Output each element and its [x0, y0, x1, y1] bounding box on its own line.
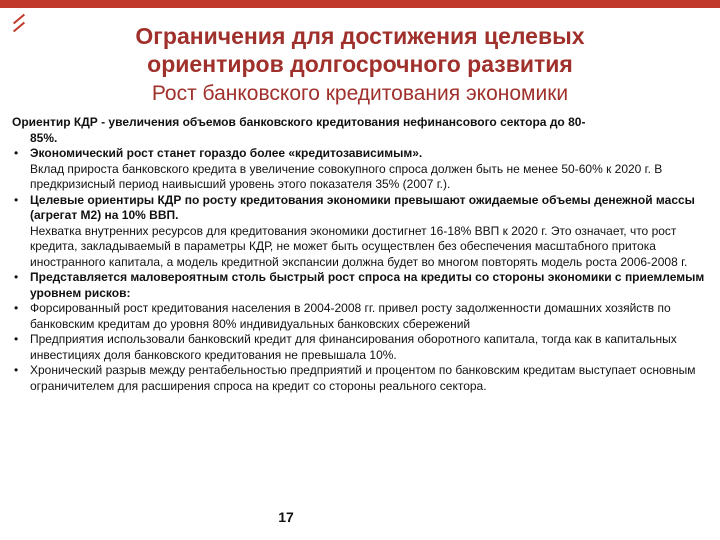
slide-subtitle: Рост банковского кредитования экономики — [151, 82, 569, 105]
list-item-text: Вклад прироста банковского кредита в увеличение совокупного спроса должен быть не менее 50-60% к 2020 г. В предкризисный период наивысший уровень этого показателя 35% (2007 г.). — [30, 161, 663, 191]
lead-line-2: 85%. — [30, 130, 58, 145]
slide-title-line-1: Ограничения для достижения целевых — [135, 23, 585, 49]
list-item-text: Форсированный рост кредитования населения в 2004-2008 гг. привел росту задолженности домашних хозяйств по банковским кредитам до уровня 80% индивидуальных банковских сбережений — [30, 301, 671, 331]
top-accent-bar — [0, 0, 720, 8]
corner-decoration — [12, 18, 42, 94]
bullet-icon: • — [14, 192, 19, 207]
list-item — [12, 146, 712, 193]
page-number: 17 — [278, 509, 294, 525]
lead-line-1: Ориентир КДР - увеличения объемов банковского кредитования нефинансового сектора до 80- — [12, 115, 586, 129]
bullet-icon: • — [14, 270, 19, 284]
list-item — [12, 363, 712, 394]
list-item-text: Предприятия использовали банковский кредит для финансирования оборотного капитала, тогда как в капитальных инвестициях доля банковского кредитования не превышала 10%. — [30, 332, 677, 362]
list-item-bold: Целевые ориентиры КДР по росту кредитования экономики превышают ожидаемые объемы денежной массы (агрегат М2) на 10% ВВП. — [30, 192, 695, 222]
list-item-text: Нехватка внутренних ресурсов для кредитования экономики достигнет 16-18% ВВП к 2020 г. Это означает, что рост кредита, закладываемый в параметры КДР, не может быть осуществлен без обеспечения масштабного притока иностранного капитала, а модель кредитной экспансии должна будет во многом повторять модель роста 2006-2008 г. — [30, 223, 688, 269]
lead-paragraph — [12, 115, 712, 146]
bullet-icon: • — [14, 332, 19, 346]
list-item — [12, 332, 712, 363]
list-item-bold: Представляется маловероятным столь быстрый рост спроса на кредиты со стороны экономики с приемлемым уровнем рисков: — [30, 270, 705, 300]
list-item — [12, 193, 712, 271]
slide-title-line-2: ориентиров долгосрочного развития — [147, 51, 573, 77]
slide-title — [40, 22, 680, 78]
list-item — [12, 301, 712, 332]
list-item — [12, 270, 712, 301]
bullet-icon: • — [14, 301, 19, 315]
list-item-text: Хронический разрыв между рентабельностью предприятий и процентом по банковским кредитам выступает основным ограничителем для расширения спроса на кредит со стороны реального сектора. — [30, 363, 696, 393]
bullet-icon: • — [14, 146, 19, 160]
slide-body — [12, 115, 712, 394]
list-item-bold: Экономический рост станет гораздо более «кредитозависимым». — [30, 146, 423, 160]
bullet-icon: • — [14, 363, 19, 377]
bullet-list — [12, 146, 712, 394]
